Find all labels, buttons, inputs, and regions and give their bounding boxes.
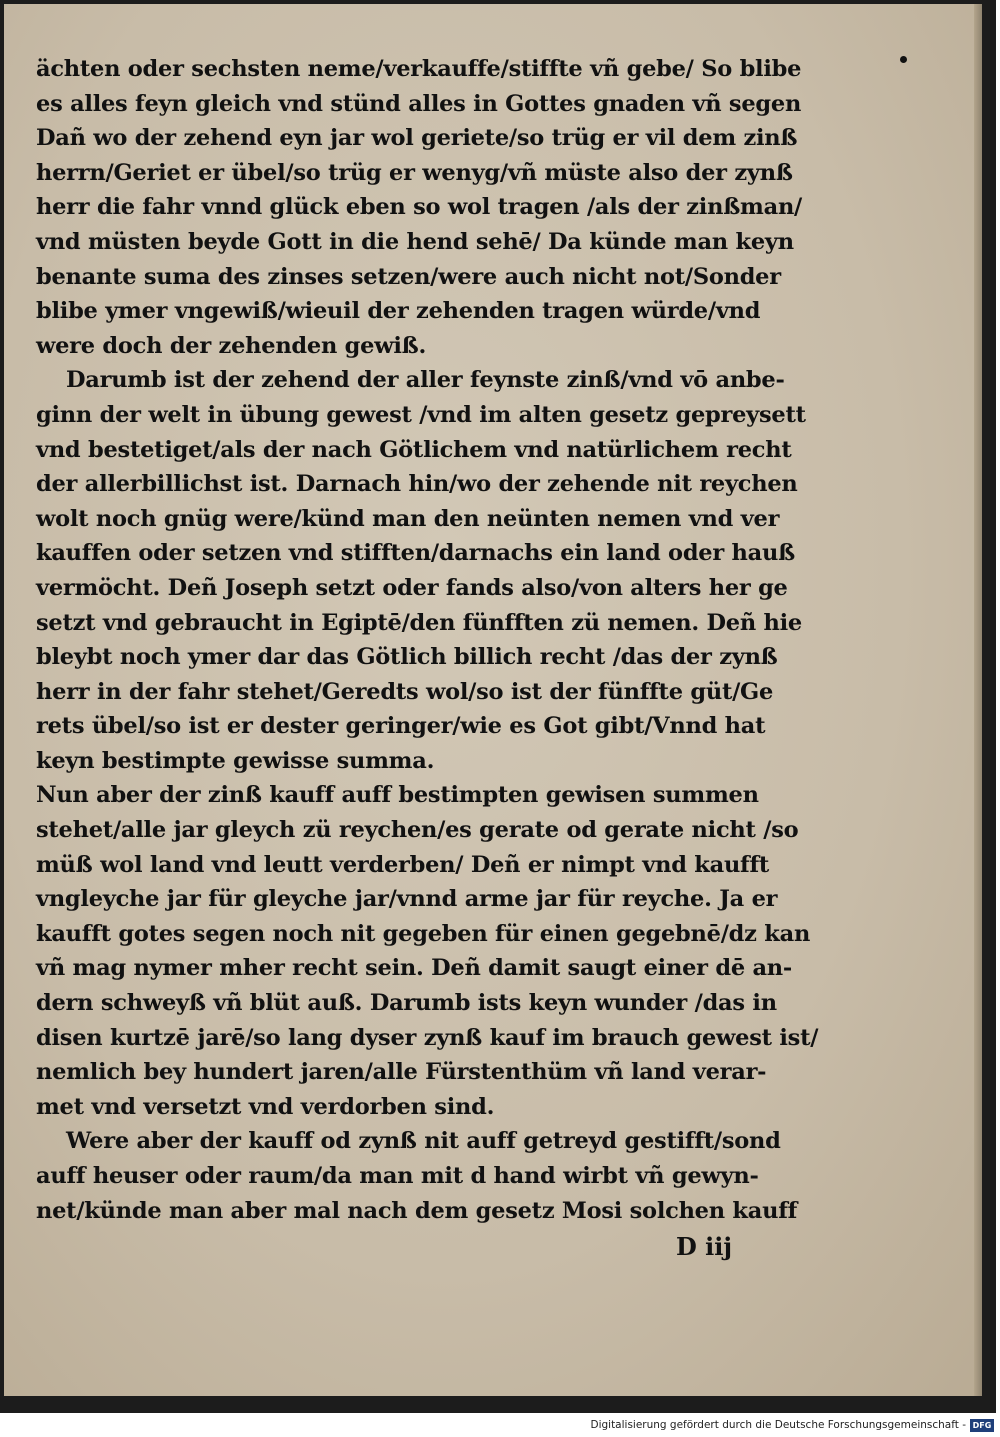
text-line: der allerbillichst ist. Darnach hin/wo der zehende nit reychen: [36, 471, 798, 498]
text-line: es alles feyn gleich vnd stünd alles in Gottes gnaden vñ segen: [36, 90, 802, 117]
text-line: rets übel/so ist er dester geringer/wie es Got gibt/Vnnd hat: [36, 713, 766, 740]
paragraph-start: Darumb ist der zehend der aller feynste zinß/vnd vō anbe-: [66, 367, 785, 394]
text-line: vñ mag nymer mher recht sein. Deñ damit saugt einer dē an-: [36, 955, 792, 982]
text-line: setzt vnd gebraucht in Egiptē/den fünfften zü nemen. Deñ hie: [36, 609, 802, 636]
signature-mark: D iij: [676, 1232, 733, 1261]
text-line: vngleyche jar für gleyche jar/vnnd arme jar für reyche. Ja er: [36, 886, 778, 913]
text-line: wolt noch gnüg were/künd man den neünten nemen vnd ver: [36, 505, 780, 532]
text-line: nemlich bey hundert jaren/alle Fürstenthüm vñ land verar-: [36, 1059, 767, 1086]
paragraph-start: Nun aber der zinß kauff auff bestimpten gewisen summen: [36, 782, 759, 809]
text-line: vnd bestetiget/als der nach Götlichem vnd natürlichem recht: [36, 436, 792, 463]
text-line: met vnd versetzt vnd verdorben sind.: [36, 1093, 495, 1120]
text-line: herr in der fahr stehet/Geredts wol/so ist der fünffte güt/Ge: [36, 678, 774, 705]
text-line: blibe ymer vngewiß/wieuil der zehenden tragen würde/vnd: [36, 298, 761, 325]
text-line: herrn/Geriet er übel/so trüg er wenyg/vñ müste also der zynß: [36, 159, 793, 186]
text-line: benante suma des zinses setzen/were auch nicht not/Sonder: [36, 263, 781, 290]
text-line: herr die fahr vnnd glück eben so wol tragen /als der zinßman/: [36, 194, 803, 221]
text-line: disen kurtzē jarē/so lang dyser zynß kauf im brauch gewest ist/: [36, 1024, 819, 1051]
text-line: ächten oder sechsten neme/verkauffe/stiffte vñ gebe/ So blibe: [36, 56, 802, 82]
text-line: kauffen oder setzen vnd stifften/darnachs ein land oder hauß: [36, 540, 795, 567]
dfg-logo-icon[interactable]: DFG: [970, 1419, 994, 1432]
text-line: vnd müsten beyde Gott in die hend sehē/ Da künde man keyn: [36, 228, 794, 255]
text-line: bleybt noch ymer dar das Götlich billich recht /das der zynß: [36, 644, 778, 671]
text-line: müß wol land vnd leutt verderben/ Deñ er nimpt vnd kaufft: [36, 851, 770, 878]
text-line: Dañ wo der zehend eyn jar wol geriete/so trüg er vil dem zinß: [36, 125, 798, 152]
text-line: keyn bestimpte gewisse summa.: [36, 747, 435, 774]
page-text: [36, 52, 836, 1228]
text-line: kaufft gotes segen noch nit gegeben für einen gegebnē/dz kan: [36, 920, 811, 947]
text-line: dern schweyß vñ blüt auß. Darumb ists keyn wunder /das in: [36, 990, 777, 1017]
paragraph-start: Were aber der kauff od zynß nit auff getreyd gestifft/sond: [66, 1128, 781, 1155]
text-line: net/künde man aber mal nach dem gesetz Mosi solchen kauff: [36, 1197, 798, 1224]
margin-mark: [900, 56, 907, 63]
text-line: stehet/alle jar gleych zü reychen/es gerate od gerate nicht /so: [36, 817, 799, 844]
footer-credit: Digitalisierung gefördert durch die Deutsche Forschungsgemeinschaft -: [590, 1419, 966, 1431]
text-line: ginn der welt in übung gewest /vnd im alten gesetz gepreysett: [36, 401, 806, 428]
text-line: auff heuser oder raum/da man mit d hand wirbt vñ gewyn-: [36, 1163, 759, 1189]
text-line: were doch der zehenden gewiß.: [36, 332, 427, 359]
page-edge: [974, 4, 982, 1396]
text-line: vermöcht. Deñ Joseph setzt oder fands also/von alters her ge: [36, 574, 788, 601]
book-page: [4, 4, 982, 1396]
